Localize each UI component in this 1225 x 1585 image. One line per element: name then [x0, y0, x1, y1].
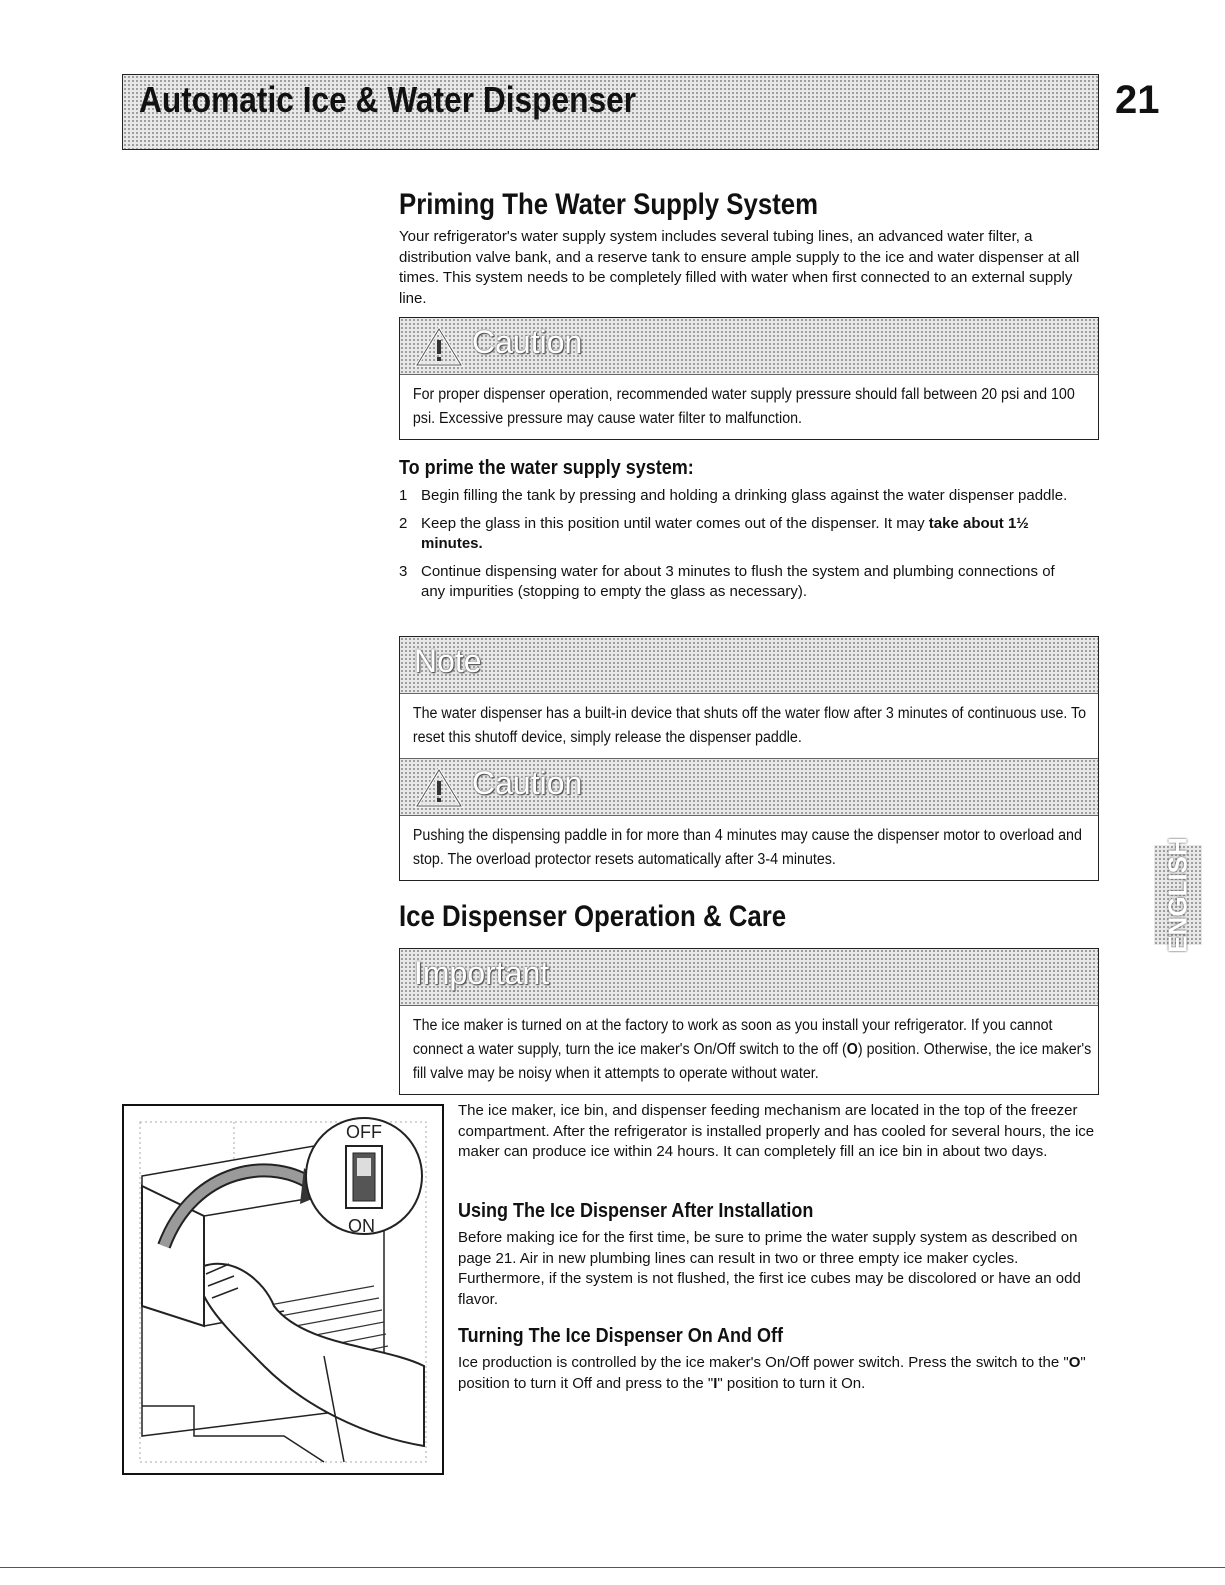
page-title: Automatic Ice & Water Dispenser: [139, 79, 637, 120]
on-label: ON: [348, 1216, 375, 1236]
on-off-text: Ice production is controlled by the ice maker's On/Off power switch. Press the switch to the "O" position to turn it Off and press to the "I" position to turn it On.: [458, 1354, 1086, 1392]
header-banner: [122, 74, 1099, 150]
priming-heading: Priming The Water Supply System: [399, 188, 819, 221]
list-item: [399, 486, 1069, 506]
list-item: [399, 514, 1069, 554]
caution-banner: [400, 758, 1098, 816]
important-banner: [400, 949, 1098, 1006]
important-label: Important: [414, 955, 550, 991]
language-tab-label: ENGLISH: [1162, 837, 1193, 953]
caution-text: Pushing the dispensing paddle in for more than 4 minutes may cause the dispenser motor to overload and stop. The overload protector resets automatically after 3-4 minutes.: [412, 827, 1082, 868]
caution-label: Caution: [472, 324, 583, 360]
step-text: Keep the glass in this position until water comes out of the dispenser. It may: [421, 515, 925, 532]
step-number: 2: [399, 515, 408, 532]
step-text: Continue dispensing water for about 3 minutes to flush the system and plumbing connections of any impurities (stopping to empty the glass as necessary).: [421, 563, 1055, 600]
caution-label: Caution: [472, 765, 583, 801]
list-item: [399, 562, 1069, 602]
important-box: [399, 948, 1099, 1095]
important-text: The ice maker is turned on at the factory to work as soon as you install your refrigerator. If you cannot connect a water supply, turn the ice maker's On/Off switch to the off (O) position. Otherwise, the ice maker's fill valve may be noisy when it attempts to operate without water.: [412, 1017, 1092, 1082]
steps-list: [399, 486, 1069, 610]
step-emphasis: take about 1½ minutes.: [421, 515, 1029, 552]
page-number: 21: [1115, 78, 1160, 122]
after-install-heading: Using The Ice Dispenser After Installation: [458, 1200, 814, 1222]
step-number: 3: [399, 563, 408, 580]
page-bottom-rule: [0, 1567, 1225, 1568]
ice-heading: Ice Dispenser Operation & Care: [399, 900, 787, 933]
off-label: OFF: [346, 1122, 382, 1142]
step-text: Begin filling the tank by pressing and holding a drinking glass against the water dispenser paddle.: [421, 487, 1068, 504]
warning-icon: [414, 326, 464, 368]
caution-banner: [400, 318, 1098, 375]
caution-text: For proper dispenser operation, recommended water supply pressure should fall between 20 psi and 100 psi. Excessive pressure may cause water filter to malfunction.: [412, 386, 1075, 427]
ice-maker-drawing: [124, 1106, 442, 1473]
after-install-text: Before making ice for the first time, be sure to prime the water supply system as described on page 21. Air in new plumbing lines can result in two or three empty ice maker cycles. Furthermore, if the system is not flushed, the first ice cubes may be discolored or have an odd flavor.: [458, 1229, 1081, 1308]
ice-maker-switch-illustration: [122, 1104, 444, 1475]
on-off-heading: Turning The Ice Dispenser On And Off: [458, 1325, 784, 1347]
caution-box-1: [399, 317, 1099, 440]
language-tab: [1154, 837, 1202, 953]
note-caution-box: [399, 636, 1099, 881]
note-label: Note: [414, 643, 482, 679]
priming-intro: Your refrigerator's water supply system includes several tubing lines, an advanced water filter, a distribution valve bank, and a reserve tank to ensure ample supply to the ice and water dispenser at all times. This system needs to be completely filled with water when first connected to an external supply line.: [399, 228, 1080, 307]
note-text: The water dispenser has a built-in device that shuts off the water flow after 3 minutes of continuous use. To reset this shutoff device, simply release the dispenser paddle.: [412, 705, 1087, 746]
ice-intro: The ice maker, ice bin, and dispenser feeding mechanism are located in the top of the freezer compartment. After the refrigerator is installed properly and has cooled for several hours, the ice maker can produce ice within 24 hours. It can completely fill an ice bin in about two days.: [458, 1102, 1095, 1160]
warning-icon: [414, 767, 464, 809]
steps-heading: To prime the water supply system:: [399, 457, 694, 479]
step-number: 1: [399, 487, 408, 504]
note-banner: [400, 637, 1098, 694]
